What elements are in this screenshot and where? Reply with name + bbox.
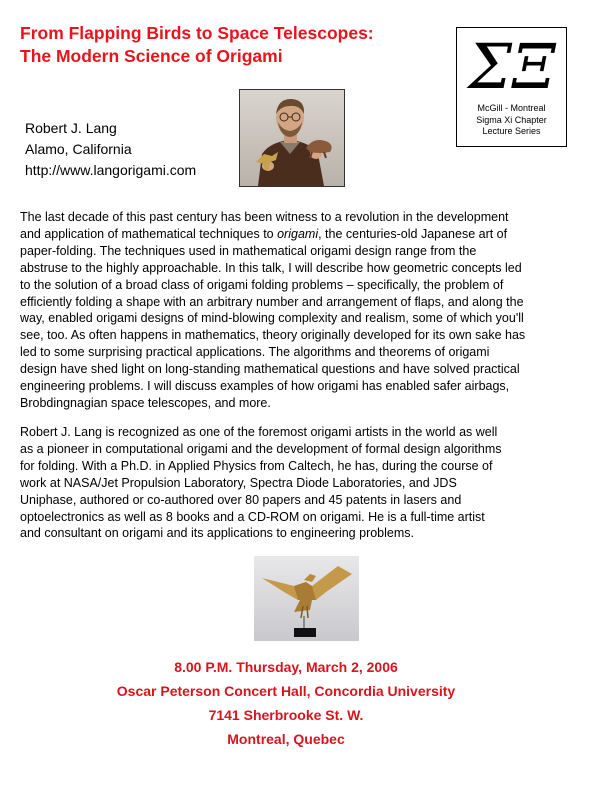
portrait-illustration xyxy=(240,90,344,186)
bio-paragraph xyxy=(20,424,590,542)
logo-caption xyxy=(457,103,566,138)
abstract-line: way, enabled origami designs of mind-blowing complexity and realism, some of which you'll xyxy=(20,311,524,326)
poster-title xyxy=(20,22,440,68)
author-website[interactable]: http://www.langorigami.com xyxy=(25,162,197,178)
abstract-line-part: and application of mathematical techniques to xyxy=(20,226,278,241)
abstract-line: Brobdingnagian space telescopes, and more. xyxy=(20,395,271,410)
eagle-illustration xyxy=(254,556,359,641)
logo-symbol: ΣΞ xyxy=(468,34,556,96)
bio-line: and consultant on origami and its applications to engineering problems. xyxy=(20,526,414,541)
abstract-origami-emphasis: origami xyxy=(277,226,319,241)
bio-line: for folding. With a Ph.D. in Applied Physics from Caltech, he has, during the course of xyxy=(20,458,493,473)
abstract-line: to the solution of a broad class of origami folding problems – specifically, the problem of xyxy=(20,277,504,292)
abstract-line: The last decade of this past century has been witness to a revolution in the development xyxy=(20,210,509,224)
origami-eagle-photo xyxy=(254,556,359,641)
abstract-line: abstruse to the highly approachable. In this talk, I will describe how geometric concepts led xyxy=(20,260,522,275)
logo-line-1: McGill - Montreal xyxy=(477,103,546,113)
author-portrait-photo xyxy=(239,89,345,187)
event-city: Montreal, Quebec xyxy=(227,731,345,747)
sigma-xi-logo xyxy=(456,27,567,147)
title-line-1: From Flapping Birds to Space Telescopes: xyxy=(20,23,374,43)
abstract-line: led to some surprising practical applications. The algorithms and theorems of origami xyxy=(20,345,490,360)
bio-line: work at NASA/Jet Propulsion Laboratory, Spectra Diode Laboratories, and JDS xyxy=(20,475,457,490)
abstract-line-part: , the centuries-old Japanese art of xyxy=(318,226,508,241)
event-datetime: 8.00 P.M. Thursday, March 2, 2006 xyxy=(174,659,398,675)
bio-line: optoelectronics as well as 8 books and a CD-ROM on origami. He is a full-time artist xyxy=(20,509,485,524)
abstract-line: design have shed light on long-standing mathematical questions and have solved practical xyxy=(20,362,520,377)
bio-line: Uniphase, authored or co-authored over 80 papers and 45 patents in lasers and xyxy=(20,492,462,507)
abstract-line xyxy=(20,226,590,243)
abstract-line: see, too. As often happens in mathematics, theory originally developed for its own sake has xyxy=(20,328,526,343)
sigma-xi-logo-mark xyxy=(461,34,563,96)
bio-line: as a pioneer in computational origami and the development of formal design algorithms xyxy=(20,441,502,456)
author-name: Robert J. Lang xyxy=(25,120,117,136)
author-location: Alamo, California xyxy=(25,141,132,157)
event-street: 7141 Sherbrooke St. W. xyxy=(208,707,364,723)
abstract-line: paper-folding. The techniques used in mathematical origami design range from the xyxy=(20,243,477,258)
logo-line-2: Sigma Xi Chapter xyxy=(476,114,547,125)
title-line-2: The Modern Science of Origami xyxy=(20,46,283,66)
logo-line-3: Lecture Series xyxy=(482,126,541,136)
abstract-paragraph xyxy=(20,209,590,412)
bio-line: Robert J. Lang is recognized as one of the foremost origami artists in the world as well xyxy=(20,425,498,439)
author-block xyxy=(25,118,196,181)
event-venue: Oscar Peterson Concert Hall, Concordia University xyxy=(116,683,456,699)
abstract-line: efficiently folding a shape with an arbitrary number and arrangement of flaps, and along the xyxy=(20,294,524,309)
abstract-line: engineering problems. I will discuss examples of how origami has enabled safer airbags, xyxy=(20,379,510,394)
